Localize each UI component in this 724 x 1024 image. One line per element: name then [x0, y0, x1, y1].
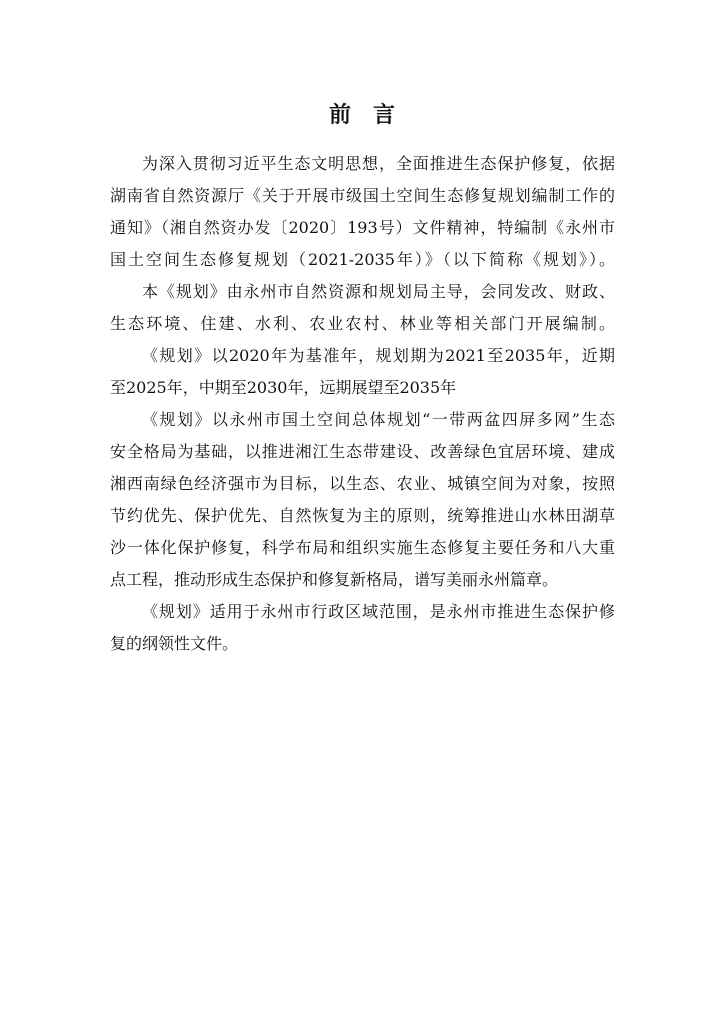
paragraph-framework — [110, 404, 615, 596]
paragraph-line: 国土空间生态修复规划（2021-2035年）》（以下简称《规划》）。 — [110, 250, 615, 269]
paragraph-line: 点工程，推动形成生态保护和修复新格局，谱写美丽永州篇章。 — [110, 570, 559, 589]
paragraph-line: 湖南省自然资源厅《关于开展市级国土空间生态修复规划编制工作的 — [110, 186, 615, 205]
paragraph-line: 安全格局为基础，以推进湘江生态带建设、改善绿色宜居环境、建成 — [110, 442, 615, 461]
paragraph-timeline — [110, 340, 615, 404]
paragraph-line: 节约优先、保护优先、自然恢复为主的原则，统筹推进山水林田湖草 — [110, 506, 615, 525]
paragraph-line: 《规划》以永州市国土空间总体规划“一带两盆四屏多网”生态 — [142, 410, 615, 429]
document-body — [110, 148, 615, 660]
page-title — [0, 100, 724, 130]
paragraph-purpose — [110, 148, 615, 276]
title-char-1: 前 — [328, 102, 351, 128]
title-char-2: 言 — [373, 102, 396, 128]
paragraph-line: 通知》（湘自然资办发〔2020〕193号）文件精神，特编制《永州市 — [110, 218, 615, 237]
paragraph-scope — [110, 596, 615, 660]
paragraph-organization — [110, 276, 615, 340]
paragraph-line: 沙一体化保护修复，科学布局和组织实施生态修复主要任务和八大重 — [110, 538, 615, 557]
paragraph-line: 复的纲领性文件。 — [110, 634, 239, 653]
paragraph-line: 《规划》以2020年为基准年，规划期为2021至2035年，近期 — [142, 346, 615, 365]
paragraph-line: 本《规划》由永州市自然资源和规划局主导，会同发改、财政、 — [142, 282, 615, 301]
paragraph-line: 为深入贯彻习近平生态文明思想，全面推进生态保护修复，依据 — [142, 154, 615, 173]
paragraph-line: 至2025年，中期至2030年，远期展望至2035年 — [110, 378, 457, 397]
paragraph-line: 生态环境、住建、水利、农业农村、林业等相关部门开展编制。 — [110, 314, 615, 333]
paragraph-line: 《规划》适用于永州市行政区域范围，是永州市推进生态保护修 — [142, 602, 615, 621]
paragraph-line: 湘西南绿色经济强市为目标，以生态、农业、城镇空间为对象，按照 — [110, 474, 615, 493]
